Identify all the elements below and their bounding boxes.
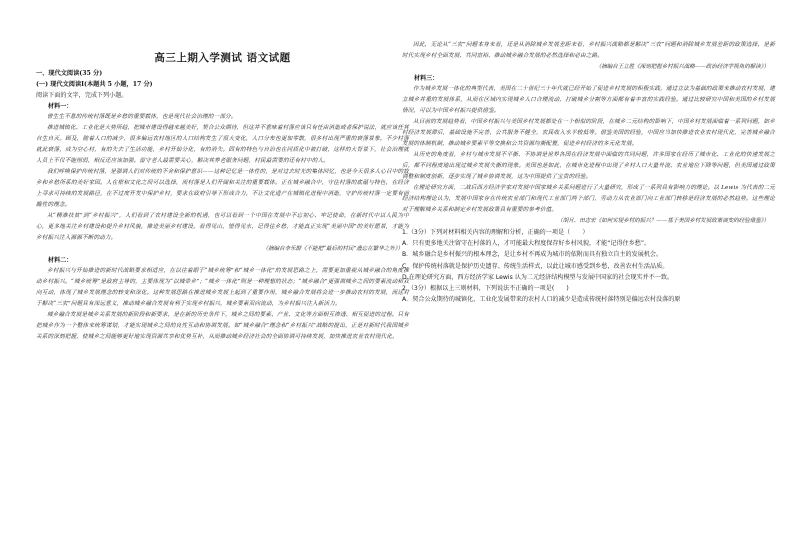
question-1-option-d: D.在理论研究方面，西方经济学家 Lewis 认为二元经济结构模型与发展中国家的社会现实并不一致。 <box>402 273 674 281</box>
material-1-paragraph: 我们呼唤保护传统村落，是强调人们对传统的不舍和保护意识——这种记忆是一体性的，是对过去时光的集体回忆，也是今天很多人心目中的故乡和乡愁所系的美好家园。人在根和文化之间可以选择，而村落是人们开阔和关注的重要载体。正在城乡融合中，守住村落的底蕴与特色，在经济上寻求可持续的发展路径，在不过度开发中保护乡村，要求在政府引导下形成合力，不让文化遗产在城镇化进程中消逝，守护传统村落一定要有前瞻性的理念。 <box>36 169 409 208</box>
question-1-stem: 1.（3分）下列对材料相关内容的理解和分析，正确的一项是（ ） <box>402 229 589 236</box>
material-1-paragraph: 曾生生不息的传统村落既是乡愁的重要载体，也是现代社会治理的一部分。 <box>47 114 237 120</box>
material-1-source: （摘编自李乐群《不能把“最后的村民”遗忘在繁华之外》） <box>262 246 403 252</box>
material-3-paragraph: 在理论研究方面，二战后西方经济学家对发展中国家城乡关系问题进行了大量研究，形成了一系列具有影响力的理论。以 Lewis 为代表的二元经济结构理论认为，发展中国家存在传统农业部门和现代工业部门两个部门，劳动力从农业部门向工业部门转移是经济发展的必然趋势。这些理论对于理解城乡关系和制定乡村发展政策具有重要的参考价值。 <box>402 185 775 213</box>
subsection-heading: (一) 现代文阅读Ⅰ(本题共 5 小题，17 分) <box>36 81 153 88</box>
material-3-label: 材料三： <box>414 75 439 82</box>
question-2-option-a: A．契合公众期待的城镇化、工业化发展带来的农村人口的减少是造成传统村落特别是偏远农村没落的原 <box>402 296 681 304</box>
material-3-paragraph: 作为城乡发展一体化的典型代表，美国在二十世纪三十年代就已经开始了促进乡村发展的积极实践，通过立法为基础的政策来推动农村发展，建立城乡并重的发展体系，从而在区域内实现城乡人口合理流动，打破城乡分割等方面都有着丰富的实践经验。通过比较研究中国和美国的乡村发展情况，可以为中国乡村振兴提供借鉴。 <box>402 86 775 114</box>
question-1-option-b: B．城乡融合是乡村振兴的根本理念，是让乡村不再成为城市的依附而具有独立自主的发展机会。 <box>402 251 663 259</box>
material-2-paragraph: 因此，无论从“三农”问题本身来看，还是从消除城乡发展差距来看，乡村振兴战略都是解决“三农”问题和消除城乡发展差距的政策选择，是新时代实现乡村全面发展、共同富裕、推动城乡融合发展的必然选择和必由之路。 <box>402 42 775 59</box>
material-2-paragraph: 乡村振兴与开始推进的新时代战略要求相适应，在以往着眼于“城乡统筹”和“城乡一体化”的发展思路之上，需要更加重视从城乡融合的角度推动乡村振兴。“城乡统筹”是政府主导的，主要体现为“以城带乡”；“城乡一体化”则是一种理想的状态；“城乡融合”更强调城乡之间的要素流动和双向互动，体现了城乡发展理念的转变和深化。这种发展思路在推进城乡发展上起到了重要作用，城乡融合发展将会进一步推动农村的发展，而这对于解决“三农”问题具有深远意义，推动城乡融合发展有利于实现乡村振兴，城乡要素双向流动，为乡村振兴注入新活力。 <box>36 268 409 307</box>
material-1-paragraph: 从“精准扶贫”到“乡村振兴”，人们看到了农村建设全新的机遇，也可以看到一个中国在发展中不忘初心、牢记使命，在新时代中以人民为中心，更多地关注乡村建设和提升乡村风貌，推进美丽乡村建设。看得见山，望得见水，记得住乡愁，才能真正实现“美丽中国”的美好愿景，才能为乡村振兴注入源源不断的动力。 <box>36 213 409 241</box>
material-2-paragraph: 城乡融合发展是城乡关系发展的新阶段和新要求，是在新的历史条件下，城乡之间的要素、产业、文化等方面相互渗透、相互促进的过程。只有把城乡作为一个整体来统筹谋划，才能实现城乡之间的良性互动和协调发展。如“城乡融合”理念和“乡村振兴”战略的提出，正是对新时代我国城乡关系的深刻把握，使城乡之间能够更好地实现资源共享和优势互补，从而推动城乡经济社会的全面协调可持续发展，加快推进农业农村现代化。 <box>36 312 409 340</box>
right-column <box>402 40 775 305</box>
instruction-text: 阅读下面的文字，完成下列小题。 <box>36 92 128 99</box>
page-title: 高三上期入学测试 语文试题 <box>154 52 291 64</box>
question-1-option-a: A．只有更多地关注留守在村落的人，才可能最大程度保存好乡村风貌，才能“记得住乡愁”。 <box>402 240 651 248</box>
material-2-label: 材料二： <box>48 257 73 264</box>
material-3-source: （胡月、田志宏《如何实现乡村的振兴？——基于美国乡村发展政策演变的经验借鉴》） <box>557 218 769 224</box>
material-3-paragraph: 从目前的发展趋势看，中国乡村振兴与美国乡村发展都处在一个相似的阶段，在城乡二元结构的影响下，中国乡村发展面临着一系列问题，如乡村经济发展滞后，基础设施不完善，公共服务不健全，农民收入水平较低等。借鉴美国的经验，中国应当加快推进农业农村现代化，完善城乡融合发展的体制机制，推动城乡要素平等交换和公共资源均衡配置，促进乡村经济的多元化发展。 <box>402 119 775 147</box>
question-1-option-c: C．保护传统村落就是保护历史遗存、传统生活样式，以此让城市感受到乡愁，改善农村生活品质。 <box>402 262 669 270</box>
material-1-label: 材料一： <box>48 103 73 110</box>
material-3-paragraph: 从历史的角度看，乡村与城市发展不平衡、不协调是世界各国在经济发展中面临的共同问题，许多国家在经历了城市化、工业化的快速发展之后，都不同程度地出现过城乡发展失衡的现象。美国也是如此，在城市化进程中出现了乡村人口大量外流、农业地位下降等问题，但美国通过政策调整和制度创新，逐步实现了城乡协调发展，这为中国提供了宝贵的经验。 <box>402 152 775 180</box>
material-2-source: （摘编自王立胜《深刻把握乡村振兴战略——政治经济学视角的解读》） <box>595 64 769 70</box>
left-column <box>36 68 409 343</box>
material-1-paragraph: 推进城镇化、工业化是大势所趋，把城市建设得越来越美好，契合公众期待，但这并不意味着村落应该只有任由消逝或者保护说法，就应该任其自生自灭。顾及，随着人口的减少，很多偏远农村地区的人口结构发生了很大变化，人口分布也更加零散，很多村出现严重的衰落景象。不少村落就此衰落，成为空心村，有的失去了生活功能，乡村开始分化，有的消失。固有的特色与自治也在同质化中被打破，这样的大背景下，社会治理就人员上不仅不能削弱，相反还应该加强。留守老人最需要关心，解决其养老服务问题，村民最需要的还有村中的人。 <box>36 125 409 164</box>
question-2-stem: 2.（3分）根据以上三则材料，下列说法不正确的一项是( ) <box>402 285 569 293</box>
section-heading: 一、现代文阅读(35 分) <box>36 70 103 77</box>
